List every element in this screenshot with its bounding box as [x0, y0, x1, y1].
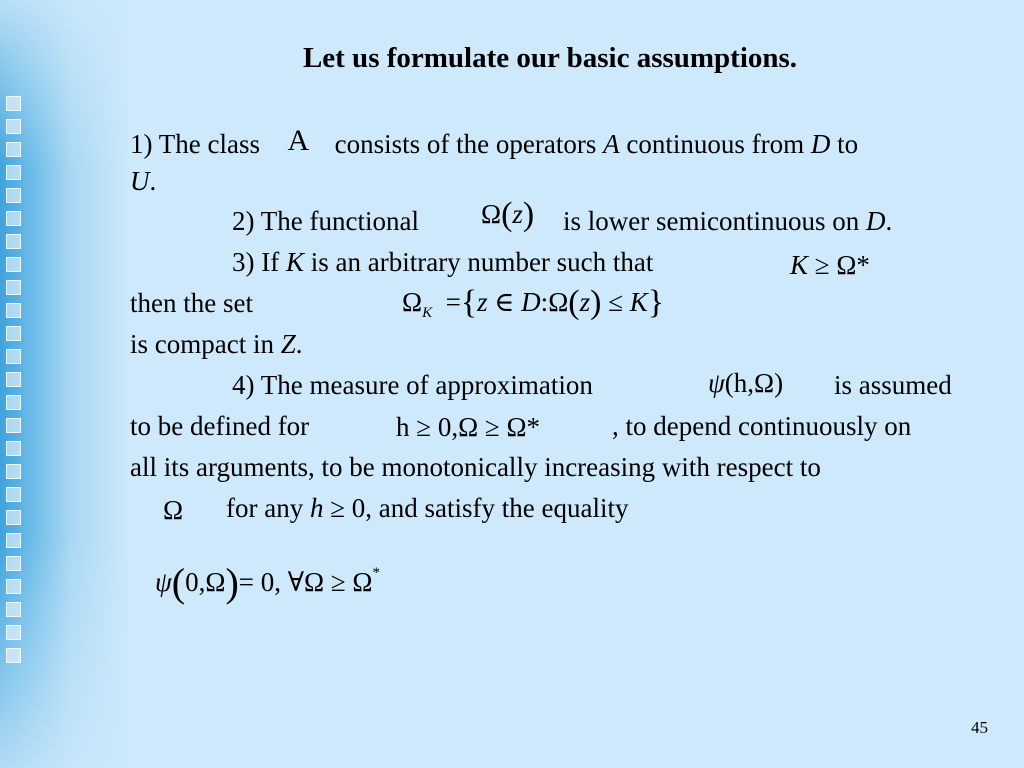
omega-symbol: Ω: [481, 199, 502, 229]
item1-mid2: continuous from: [626, 129, 805, 159]
decor-square: [6, 533, 21, 548]
item4-line4-b: ≥ 0, and satisfy the equality: [330, 493, 629, 523]
item3-set-definition: $\Omega_K =\{z$ ∈ D:Ω(z) ≤ K}: [402, 284, 665, 321]
item4-domain-condition: h ≥ 0,Ω ≥ Ω*: [396, 412, 541, 442]
decor-square: [6, 188, 21, 203]
item2-suffix-line: [563, 208, 892, 235]
item2-end: .: [885, 206, 893, 236]
decor-square: [6, 556, 21, 571]
item4-psi-expression: [708, 370, 783, 397]
item3-condition: [790, 252, 870, 279]
item2-func-arg: z: [512, 199, 523, 229]
item2-functional-expression: Ω(z): [481, 196, 535, 233]
decor-square: [6, 510, 21, 525]
decor-square: [6, 648, 21, 663]
item4-psi-args: (h,Ω): [724, 368, 784, 398]
item3-var: K: [285, 247, 304, 277]
item3-then: then the set: [130, 288, 253, 318]
item3-set-d: D: [521, 287, 541, 317]
item4-prefix: 4) The measure of approximation: [232, 370, 593, 400]
item4-line2-suffix: , to depend continuously on: [612, 411, 912, 441]
item3-compact: is compact in: [130, 329, 274, 359]
item3-set-in: ∈: [494, 287, 515, 317]
item3-set-colon: :: [540, 287, 549, 317]
decor-square: [6, 441, 21, 456]
equation-rest: = 0, ∀Ω ≥ Ω: [238, 567, 373, 597]
item2-suffix: is lower semicontinuous on: [563, 206, 860, 236]
equation-psi: ψ: [155, 567, 172, 597]
decor-square: [6, 579, 21, 594]
decor-square: [6, 211, 21, 226]
decor-square: [6, 395, 21, 410]
decor-square: [6, 349, 21, 364]
slide-title: Let us formulate our basic assumptions.: [302, 42, 798, 74]
item3-line1: [232, 249, 653, 276]
decor-square: [6, 280, 21, 295]
decor-square: [6, 326, 21, 341]
item1-line1: [130, 126, 858, 158]
item3-set-subscript: K: [422, 305, 433, 321]
item3-compact-line: [130, 331, 303, 358]
item3-set-k: K: [629, 287, 648, 317]
item1-from-space: D: [810, 129, 831, 159]
item3-set-omega: Ω: [402, 287, 423, 317]
item3-set-z2: z: [579, 287, 591, 317]
item2-prefix: 2) The functional: [232, 206, 419, 236]
item1-target-space: U: [130, 166, 150, 196]
item3-suffix: is an arbitrary number such that: [310, 247, 654, 277]
decor-square: [6, 96, 21, 111]
decor-square: [6, 303, 21, 318]
item4-line2-prefix: to be defined for: [130, 411, 310, 441]
decor-square: [6, 418, 21, 433]
item3-prefix: 3) If: [232, 247, 280, 277]
item4-line4-h: h: [309, 493, 324, 523]
item1-line2: [130, 168, 156, 195]
normalization-equation: ψ(0,Ω)= 0, ∀Ω ≥ Ω*: [155, 560, 380, 605]
item1-mid: consists of the operators: [334, 129, 597, 159]
item3-set-eq: =: [445, 287, 461, 317]
item1-prefix: 1) The class: [130, 129, 260, 159]
item3-end: .: [295, 329, 303, 359]
item3-set-le: ≤: [608, 287, 624, 317]
decor-square: [6, 165, 21, 180]
page-number: 45: [971, 718, 988, 737]
item4-suffix: is assumed: [834, 370, 952, 400]
decor-square: [6, 142, 21, 157]
item2-space: D: [865, 206, 886, 236]
item1-to: to: [837, 129, 859, 159]
item4-omega: Ω: [163, 495, 184, 525]
item1-class-symbol: A: [287, 124, 310, 157]
item3-set-z: z: [477, 287, 488, 317]
decor-square: [6, 625, 21, 640]
decor-square: [6, 119, 21, 134]
item3-compact-space: Z: [280, 329, 296, 359]
equation-star: *: [372, 565, 380, 581]
item3-set-omega2: Ω: [548, 287, 569, 317]
decor-square: [6, 464, 21, 479]
item4-line4-a: for any: [226, 493, 304, 523]
decor-square: [6, 257, 21, 272]
item4-line4: [226, 495, 628, 522]
item3-cond-k: K: [790, 250, 809, 280]
decor-square: [6, 487, 21, 502]
item4-line3: all its arguments, to be monotonically increasing with respect to: [130, 452, 821, 482]
decor-square: [6, 372, 21, 387]
item3-cond-rel: ≥ Ω*: [814, 250, 870, 280]
equation-args: 0,Ω: [185, 567, 226, 597]
item1-operator: A: [603, 129, 620, 159]
decor-square: [6, 234, 21, 249]
item1-end: .: [149, 166, 157, 196]
decor-square: [6, 602, 21, 617]
decorative-square-column: [6, 96, 32, 671]
psi-symbol: ψ: [708, 368, 725, 398]
